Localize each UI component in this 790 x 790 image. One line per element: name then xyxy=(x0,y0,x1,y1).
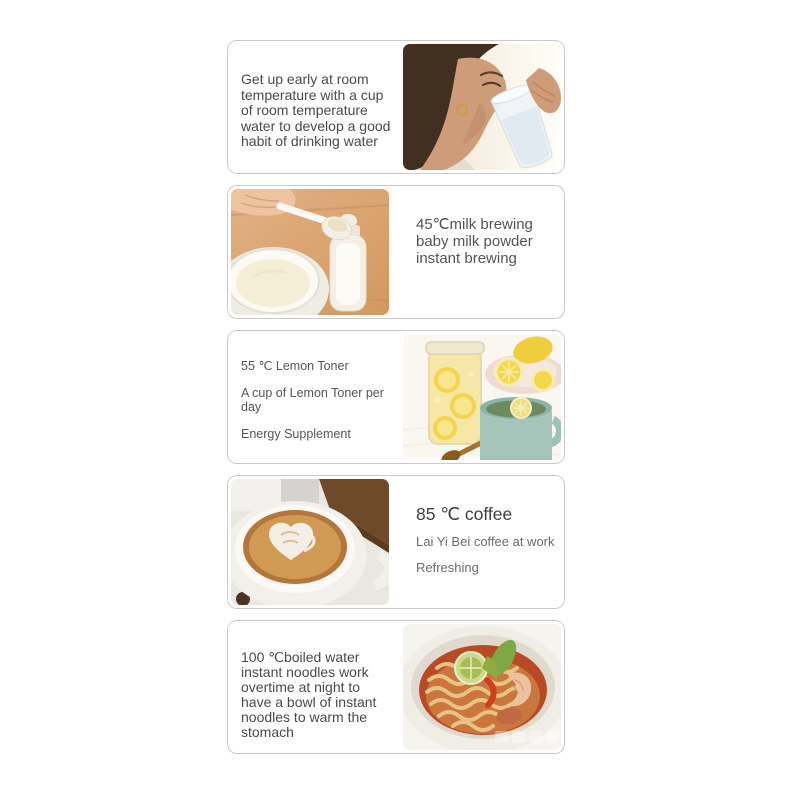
card-text-line: Energy Supplement xyxy=(241,427,351,441)
card-text-line: A cup of Lemon Toner per day xyxy=(241,386,384,414)
lemon-toner-photo xyxy=(403,334,561,460)
card-text-line: have a bowl of instant xyxy=(241,694,377,710)
card-stack xyxy=(227,40,565,754)
card-text-block xyxy=(231,44,403,170)
card-text-line: habit of drinking water xyxy=(241,133,378,149)
coffee-photo xyxy=(231,479,389,605)
card-room-temperature-water xyxy=(227,40,565,174)
card-text-block xyxy=(389,189,561,315)
card-text-line: instant brewing xyxy=(416,250,517,267)
instant-noodles-illustration xyxy=(403,624,561,750)
card-text-line: noodles to warm the xyxy=(241,709,368,725)
card-text-line: of room temperature xyxy=(241,102,368,118)
card-text-block xyxy=(389,479,561,605)
card-text-line: 45℃milk brewing xyxy=(416,216,533,233)
card-text-line: Refreshing xyxy=(416,560,479,575)
card-text-line: water to develop a good xyxy=(241,117,391,134)
card-45c-milk-brewing xyxy=(227,185,565,319)
card-text-line: stomach xyxy=(241,724,294,740)
card-text-line: Get up early at room xyxy=(241,71,369,87)
card-text-line: instant noodles work xyxy=(241,664,369,680)
woman-drinking-water-photo xyxy=(403,44,561,170)
milk-powder-photo xyxy=(231,189,389,315)
card-text-line: Lai Yi Bei coffee at work xyxy=(416,534,555,549)
card-85c-coffee xyxy=(227,475,565,609)
card-text-block xyxy=(231,334,403,460)
card-55c-lemon-toner xyxy=(227,330,565,464)
coffee-illustration xyxy=(231,479,389,605)
card-text-block xyxy=(231,624,403,750)
woman-drinking-water-illustration xyxy=(403,44,561,170)
card-text-line: 55 ℃ Lemon Toner xyxy=(241,359,349,373)
card-heading: 85 ℃ coffee xyxy=(416,504,513,524)
lemon-toner-illustration xyxy=(403,334,561,460)
card-100c-boiled-water-noodles xyxy=(227,620,565,754)
card-text-line: temperature with a cup xyxy=(241,86,384,103)
instant-noodles-photo xyxy=(403,624,561,750)
milk-powder-illustration xyxy=(231,189,389,315)
card-text-line: overtime at night to xyxy=(241,679,361,695)
tea-mug xyxy=(480,397,560,460)
card-text-line: 100 ℃boiled water xyxy=(241,649,360,665)
lemon-jar xyxy=(426,342,484,444)
card-text-line: baby milk powder xyxy=(416,233,533,250)
